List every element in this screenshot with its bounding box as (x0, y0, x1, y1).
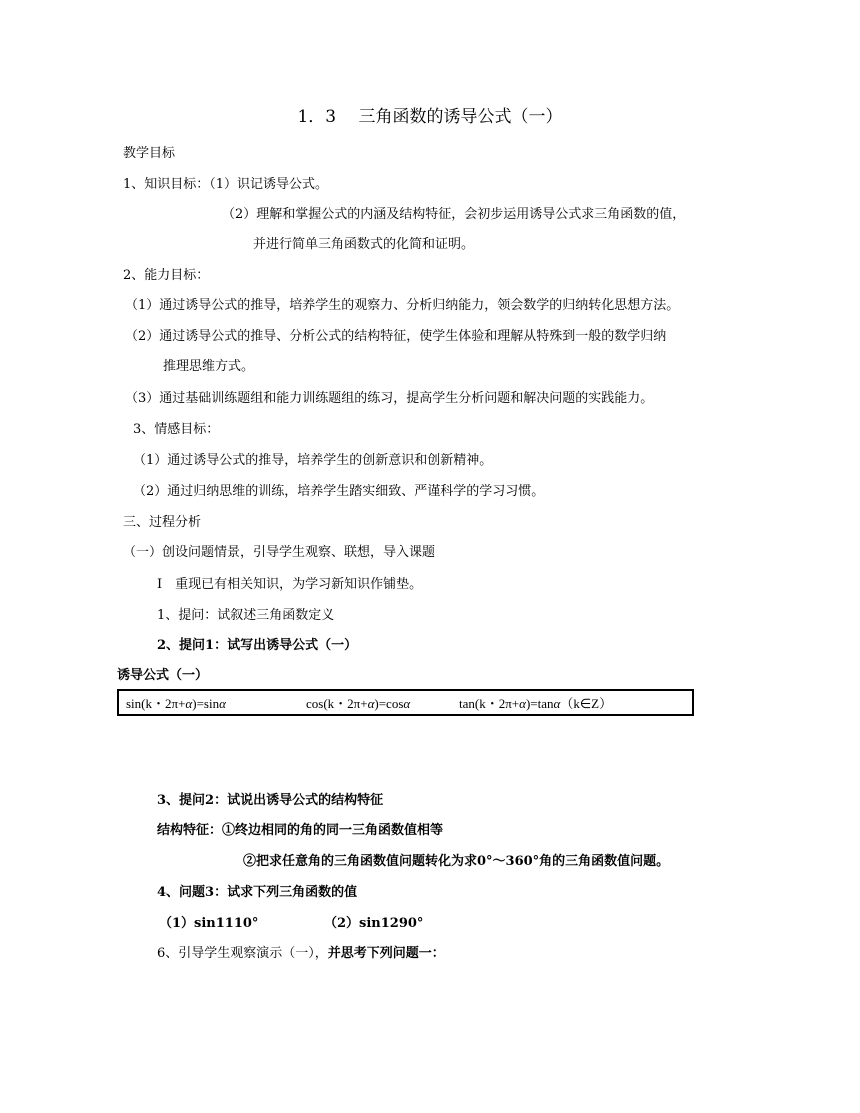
formula-cos (306, 696, 410, 712)
question-4-b: （2）sin1290° (324, 916, 424, 931)
formula-sin-lhs: sin(k・2π+ (126, 696, 186, 711)
ability-goal-1: （1）通过诱导公式的推导，培养学生的观察力、分析归纳能力，领会数学的归纳转化思想方法。 (125, 298, 680, 313)
emotion-goal-2: （2）通过归纳思维的训练，培养学生踏实细致、严谨科学的学习习惯。 (133, 484, 545, 499)
formula-cos-lhs: cos(k・2π+ (306, 696, 368, 711)
feature-2: ②把求任意角的三角函数值问题转化为求0°～360°角的三角函数值问题。 (243, 854, 670, 869)
alpha-symbol: α (219, 696, 226, 711)
knowledge-goal-2-cont: 并进行简单三角函数式的化简和证明。 (253, 237, 475, 252)
ability-heading: 2、能力目标： (123, 268, 210, 283)
alpha-symbol: α (519, 696, 526, 711)
formula-sin-rhs: )=sin (192, 696, 220, 711)
knowledge-goal-1: 1、知识目标：（1）识记诱导公式。 (123, 177, 329, 192)
step-1-i: I 重现已有相关知识，为学习新知识作铺垫。 (157, 577, 423, 592)
formula-sin (126, 696, 226, 712)
formula-heading: 诱导公式（一） (117, 668, 209, 683)
page-title: 1．3 三角函数的诱导公式（一） (297, 107, 563, 127)
alpha-symbol: α (185, 696, 193, 711)
question-4: 4、问题3：试求下列三角函数的值 (157, 885, 358, 900)
question-6-plain: 6、引导学生观察演示（一）， (157, 946, 328, 961)
ability-goal-2-cont: 推理思维方式。 (163, 359, 255, 374)
question-6-bold: 并思考下列问题一： (327, 946, 445, 961)
formula-tan-lhs: tan(k・2π+ (459, 696, 520, 711)
goals-heading: 教学目标 (123, 146, 176, 161)
process-heading: 三、过程分析 (123, 515, 202, 530)
feature-1: 结构特征：①终边相同的角的同一三角函数值相等 (157, 823, 444, 838)
formula-tan-rhs: )=tan (525, 696, 554, 711)
question-6 (157, 946, 445, 962)
alpha-symbol: α (367, 696, 375, 711)
knowledge-goal-2: （2）理解和掌握公式的内涵及结构特征，会初步运用诱导公式求三角函数的值， (222, 207, 686, 222)
question-2: 2、提问1：试写出诱导公式（一） (157, 638, 358, 653)
question-4-a: （1）sin1110° (159, 916, 259, 931)
ability-goal-3: （3）通过基础训练题组和能力训练题组的练习，提高学生分析问题和解决问题的实践能力。 (125, 391, 654, 406)
question-3: 3、提问2：试说出诱导公式的结构特征 (157, 793, 384, 808)
question-1: 1、提问：试叙述三角函数定义 (157, 608, 335, 623)
alpha-symbol: α (553, 696, 561, 711)
alpha-symbol: α (403, 696, 411, 711)
ability-goal-2: （2）通过诱导公式的推导、分析公式的结构特征，使学生体验和理解从特殊到一般的数学归纳 (125, 329, 667, 344)
formula-cos-rhs: )=cos (374, 696, 404, 711)
formula-tan-condition: （k∈Z） (560, 696, 613, 711)
formula-tan (459, 696, 612, 712)
emotion-heading: 3、情感目标： (133, 422, 220, 437)
step-1: （一）创设问题情景，引导学生观察、联想，导入课题 (123, 545, 436, 560)
formula-box (117, 689, 694, 716)
emotion-goal-1: （1）通过诱导公式的推导，培养学生的创新意识和创新精神。 (133, 453, 493, 468)
